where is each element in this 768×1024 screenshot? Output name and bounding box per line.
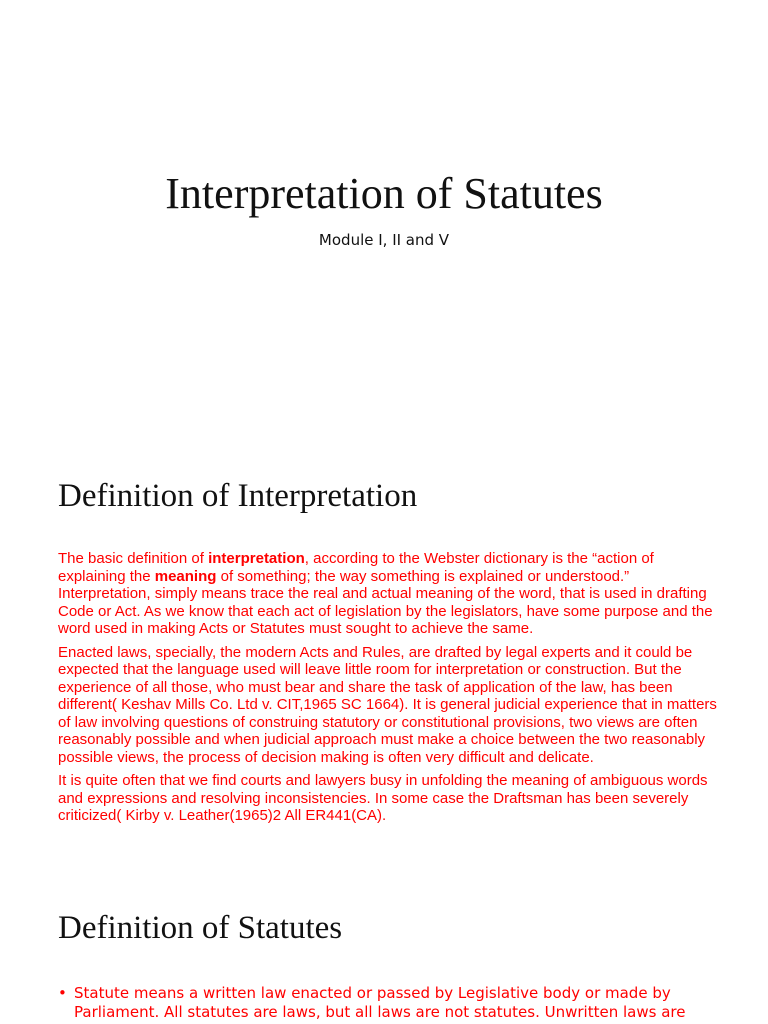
bullet-icon: •: [58, 984, 67, 1002]
slide-heading: Definition of Statutes: [58, 910, 343, 946]
list-item: [58, 984, 718, 1022]
paragraph: It is quite often that we find courts and lawyers busy in unfolding the meaning of ambiguous words and expressions and resolving inconsistencies. In some case the Draftsman has been severely criticized( Kirby v. Leather(1965)2 All ER441(CA).: [58, 772, 708, 824]
paragraph-text: , according to the Webster dictionary is the “action of explaining the: [58, 550, 654, 585]
list-item-text: Statute means a written law enacted or passed by Legislative body or made by Parliament. All statutes are laws, but all laws are not statutes. Unwritten laws are: [74, 984, 686, 1021]
bullet-list: [58, 984, 718, 1022]
paragraph-text: of something; the way something is explained or understood.” Interpretation, simply means trace the real and actual meaning of the word, that is used in drafting Code or Act. As we know that each act of legislation by the legislators, have some purpose and the word used in making Acts or Statutes must sought to achieve the same.: [58, 567, 713, 637]
slide-heading: Definition of Interpretation: [58, 478, 418, 514]
paragraph: Enacted laws, specially, the modern Acts and Rules, are drafted by legal experts and it could be expected that the language used will leave little room for interpretation or construction. But the experience of all those, who must bear and share the task of application of the law, has been different( Keshav Mills Co. Ltd v. CIT,1965 SC 1664). It is general judicial experience that in matters of law involving questions of construing statutory or constitutional provisions, two views are often reasonably possible and when judicial approach must make a choice between the two reasonably possible views, the process of decision making is often very difficult and delicate.: [58, 643, 717, 766]
paragraph-text: The basic definition of: [58, 550, 209, 567]
bold-term-meaning: meaning: [154, 567, 217, 585]
presentation-subtitle: Module I, II and V: [318, 231, 450, 249]
bold-term-interpretation: interpretation: [208, 550, 305, 567]
presentation-title: Interpretation of Statutes: [165, 169, 603, 218]
